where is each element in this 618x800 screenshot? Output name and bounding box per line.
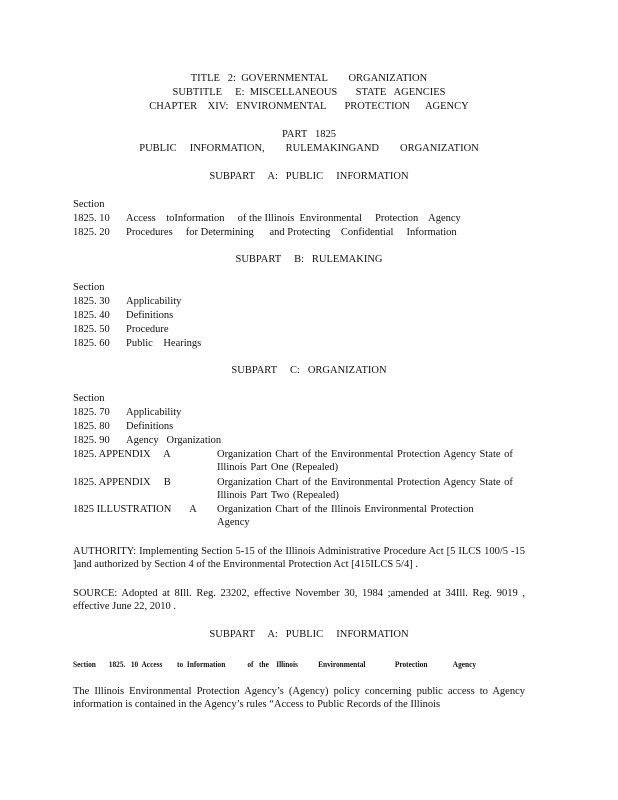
subpart-a-heading-repeat: SUBPART A: PUBLIC INFORMATION (209, 629, 409, 640)
section-title: Public Hearings (126, 338, 202, 349)
chapter-line: CHAPTER XIV: ENVIRONMENTAL PROTECTION AGENCY (149, 101, 469, 112)
appendix-label: 1825. APPENDIX A (73, 449, 171, 460)
section-number: 1825. 70 (73, 407, 110, 418)
section-heading: Section 1825. 10 Access to Information of the Illinois Environmental Protection Agency (73, 660, 477, 669)
part-name: PUBLIC INFORMATION, RULEMAKINGAND ORGANIZATION (139, 143, 479, 154)
appendix-description: Organization Chart of the Environmental Protection Agency State of Illinois Part Two (Repealed) (217, 477, 513, 501)
appendix-label: 1825. APPENDIX B (73, 477, 171, 488)
section-title: Definitions (126, 421, 174, 432)
part-number: PART 1825 (282, 129, 336, 140)
section-title: Procedures for Determining and Protecting Confidential Information (126, 227, 457, 238)
subpart-a-heading: SUBPART A: PUBLIC INFORMATION (209, 171, 409, 182)
section-title: Definitions (126, 310, 174, 321)
section-label: Section (73, 199, 105, 210)
section-number: 1825. 10 (73, 213, 110, 224)
illustration-description: Organization Chart of the Illinois Environmental Protection Agency (217, 504, 474, 528)
section-title: Agency Organization (126, 435, 222, 446)
illustration-label: 1825 ILLUSTRATION A (73, 504, 197, 515)
section-number: 1825. 90 (73, 435, 110, 446)
section-number: 1825. 80 (73, 421, 110, 432)
section-number: 1825. 50 (73, 324, 110, 335)
subpart-c-heading: SUBPART C: ORGANIZATION (231, 365, 387, 376)
subtitle-line: SUBTITLE E: MISCELLANEOUS STATE AGENCIES (172, 87, 446, 98)
section-number: 1825. 40 (73, 310, 110, 321)
source-note: SOURCE: Adopted at 8Ill. Reg. 23202, effective November 30, 1984 ;amended at 34Ill. Reg. 9019 , effective June 22, 2010 . (73, 588, 525, 612)
section-title: Applicability (126, 407, 182, 418)
title-line: TITLE 2: GOVERNMENTAL ORGANIZATION (190, 73, 428, 84)
section-number: 1825. 30 (73, 296, 110, 307)
section-title: Applicability (126, 296, 182, 307)
section-title: Access toInformation of the Illinois Environmental Protection Agency (126, 213, 461, 224)
section-number: 1825. 20 (73, 227, 110, 238)
section-label: Section (73, 282, 105, 293)
section-title: Procedure (126, 324, 169, 335)
section-label: Section (73, 393, 105, 404)
subpart-b-heading: SUBPART B: RULEMAKING (235, 254, 383, 265)
authority-note: AUTHORITY: Implementing Section 5-15 of the Illinois Administrative Procedure Act [5 ILCS 100/5 -15 ]and authorized by Section 4 of the Environmental Protection Act [415ILCS 5/4] . (73, 546, 525, 570)
section-number: 1825. 60 (73, 338, 110, 349)
appendix-description: Organization Chart of the Environmental Protection Agency State of Illinois Part One (Repealed) (217, 449, 513, 473)
body-paragraph: The Illinois Environmental Protection Agency’s (Agency) policy concerning public access to Agency information is contained in the Agency’s rules “Access to Public Records of the Illinois (73, 686, 525, 710)
